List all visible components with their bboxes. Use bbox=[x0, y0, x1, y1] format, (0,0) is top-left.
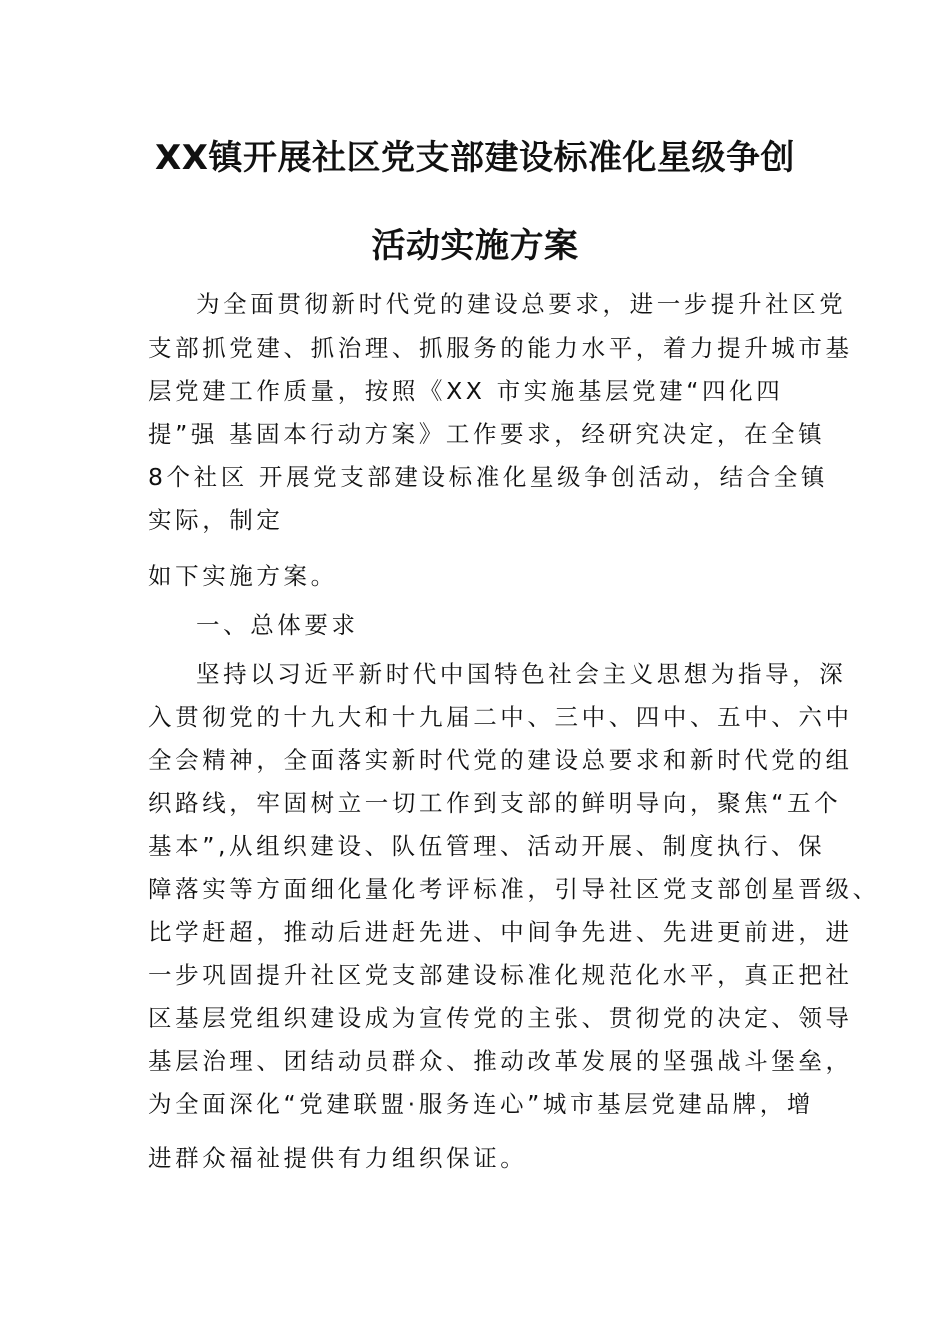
section-1-line: 入贯彻党的十九大和十九届二中、三中、四中、五中、六中 bbox=[148, 703, 853, 731]
intro-line: 8个社区 开展党支部建设标准化星级争创活动，结合全镇 bbox=[148, 463, 829, 491]
section-1-line: 基本”,从组织建设、队伍管理、活动开展、制度执行、保 bbox=[148, 832, 826, 860]
section-1-line: 全会精神，全面落实新时代党的建设总要求和新时代党的组 bbox=[148, 746, 853, 774]
section-1-line: 障落实等方面细化量化考评标准，引导社区党支部创星晋级、 bbox=[148, 875, 880, 903]
section-1-line: 坚持以习近平新时代中国特色社会主义思想为指导，深 bbox=[196, 660, 847, 688]
section-1-heading: 一、总体要求 bbox=[196, 611, 359, 639]
section-1-line: 为全面深化“党建联盟·服务连心”城市基层党建品牌，增 bbox=[148, 1090, 814, 1118]
intro-line: 层党建工作质量，按照《XX 市实施基层党建“四化四 bbox=[148, 377, 784, 405]
intro-line: 支部抓党建、抓治理、抓服务的能力水平，着力提升城市基 bbox=[148, 334, 853, 362]
section-1-line: 进群众福祉提供有力组织保证。 bbox=[148, 1144, 528, 1172]
section-1-line: 区基层党组织建设成为宣传党的主张、贯彻党的决定、领导 bbox=[148, 1004, 853, 1032]
intro-line: 如下实施方案。 bbox=[148, 562, 338, 590]
section-1-line: 一步巩固提升社区党支部建设标准化规范化水平，真正把社 bbox=[148, 961, 853, 989]
section-1-line: 比学赶超，推动后进赶先进、中间争先进、先进更前进，进 bbox=[148, 918, 853, 946]
intro-line: 提”强 基固本行动方案》工作要求，经研究决定，在全镇 bbox=[148, 420, 826, 448]
intro-line: 为全面贯彻新时代党的建设总要求，进一步提升社区党 bbox=[196, 290, 847, 318]
section-1-line: 织路线，牢固树立一切工作到支部的鲜明导向，聚焦“五个 bbox=[148, 789, 842, 817]
section-1-line: 基层治理、团结动员群众、推动改革发展的坚强战斗堡垒， bbox=[148, 1047, 853, 1075]
intro-line: 实际，制定 bbox=[148, 506, 284, 534]
document-title-line-2: 活动实施方案 bbox=[371, 226, 579, 266]
document-title-line-1: XX镇开展社区党支部建设标准化星级争创 bbox=[155, 138, 795, 178]
